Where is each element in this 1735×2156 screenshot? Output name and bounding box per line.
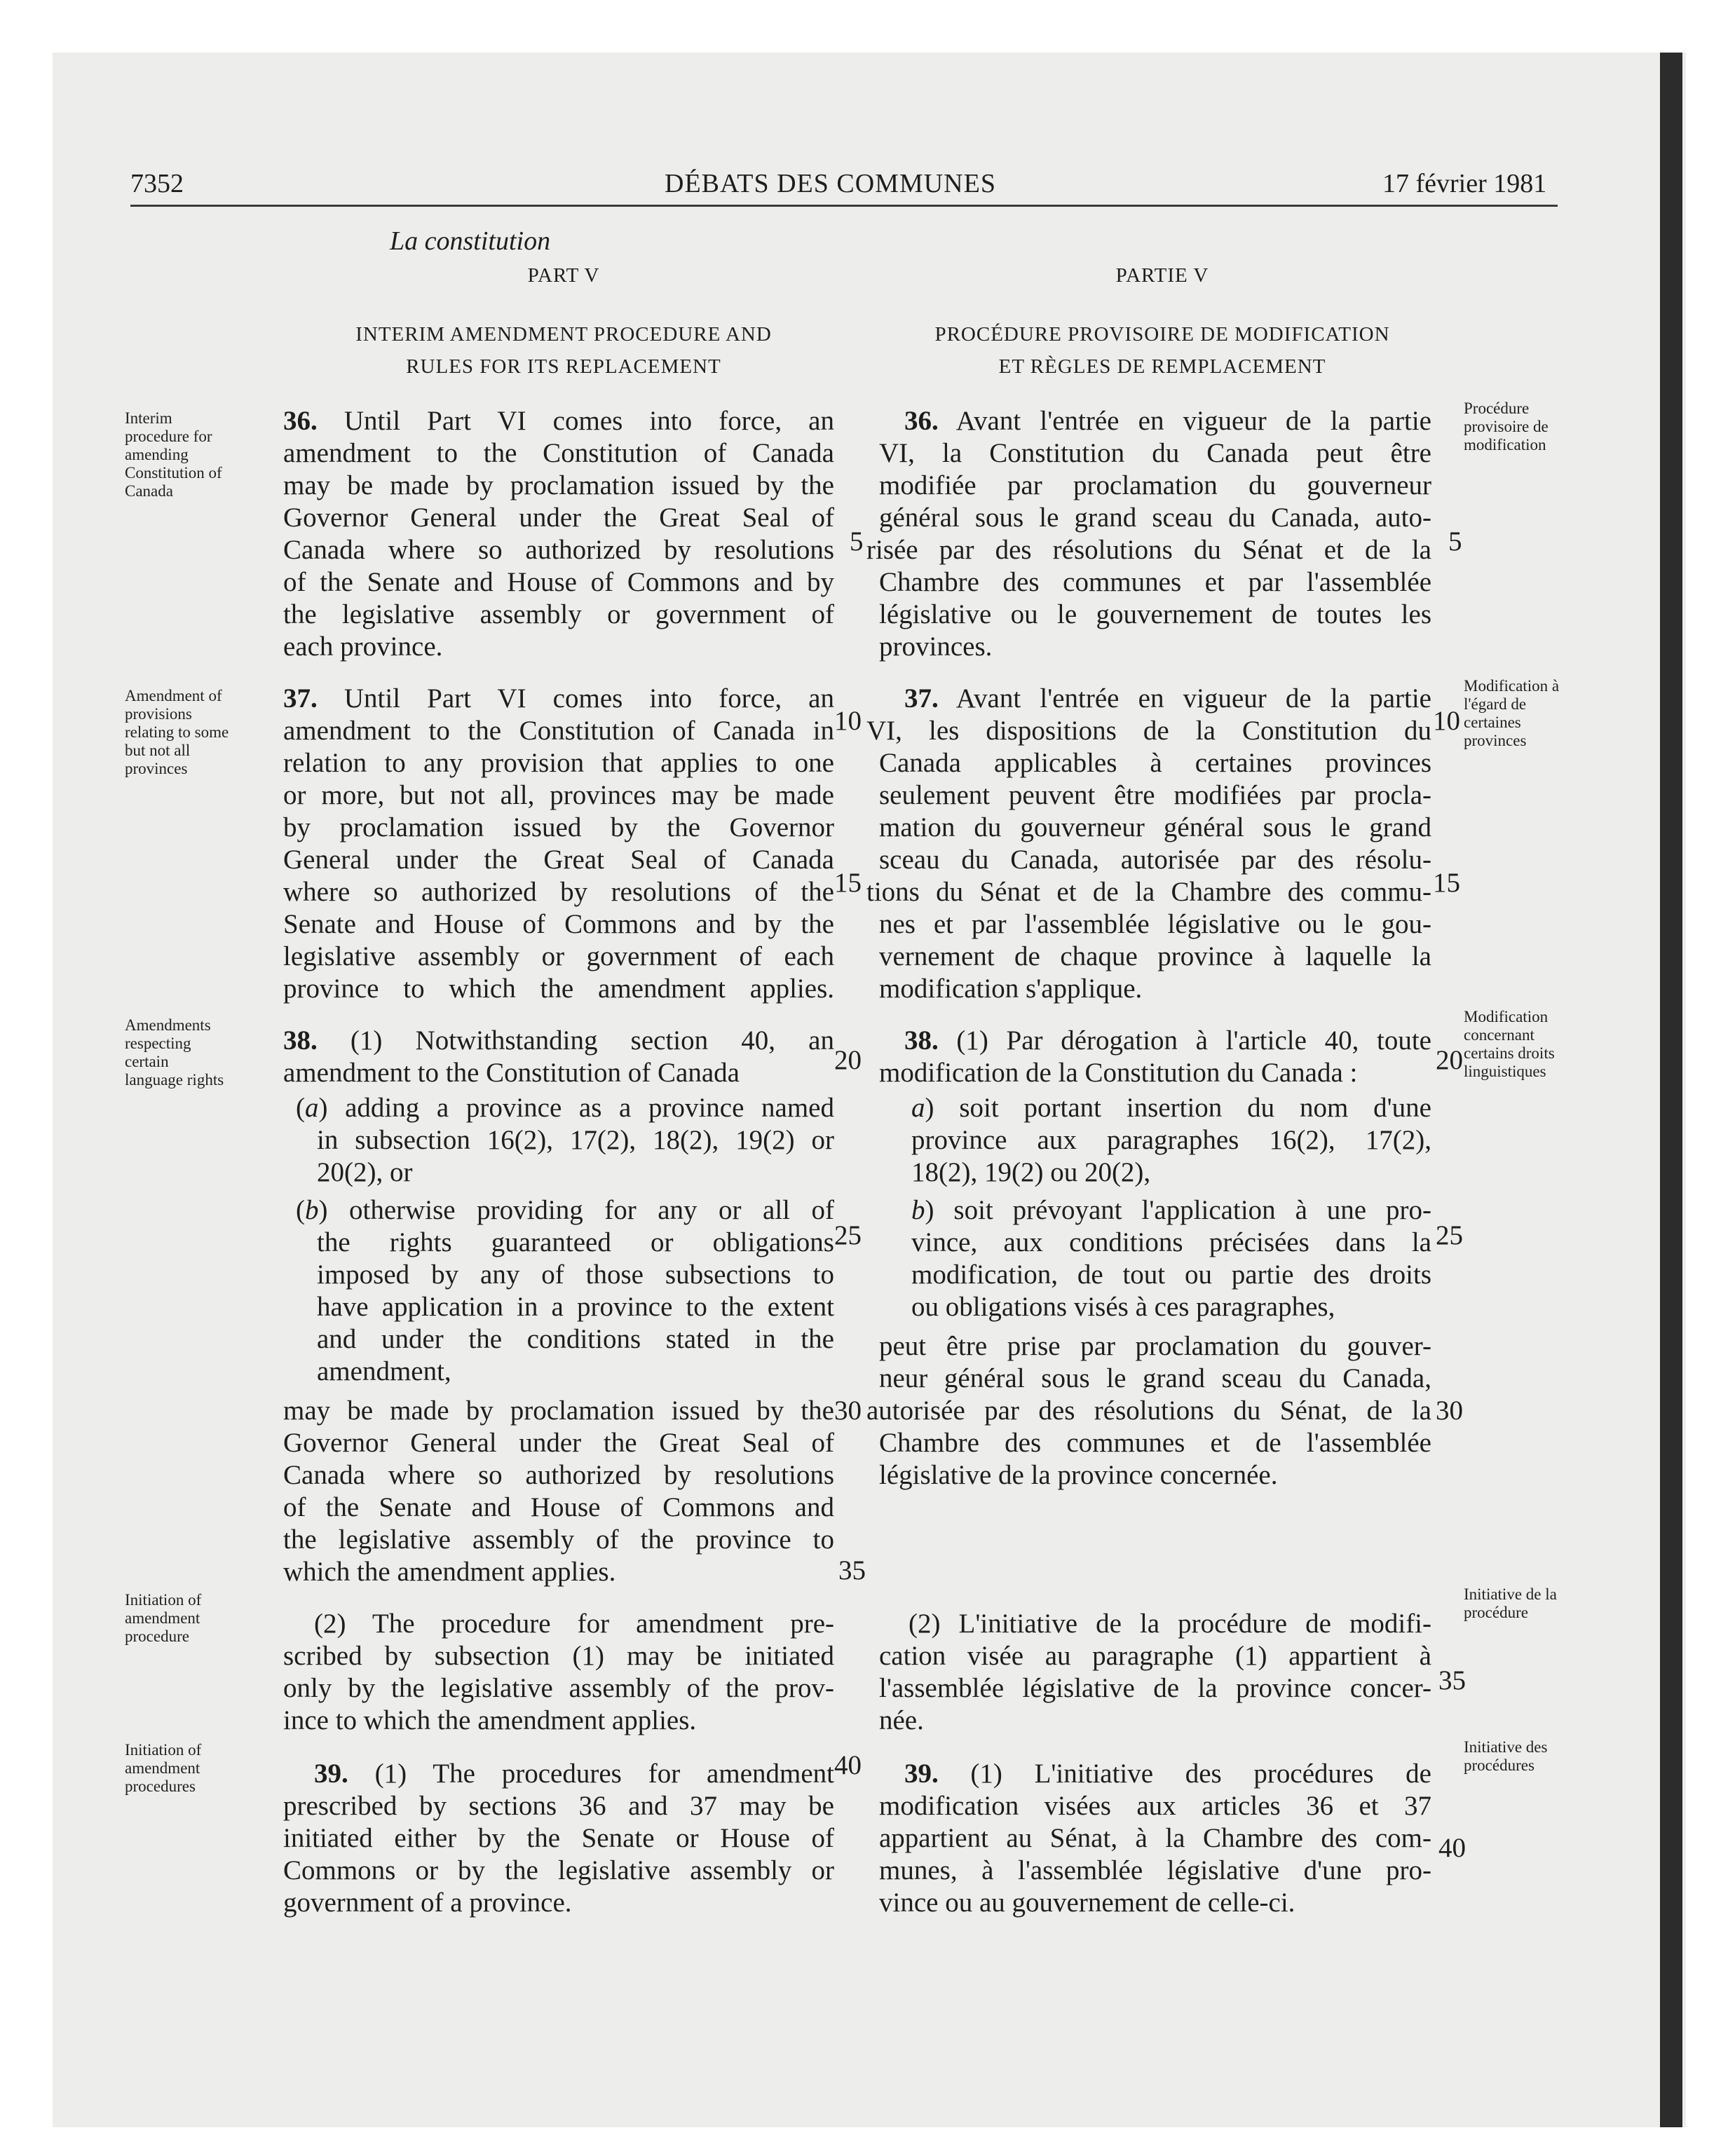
- line-number: 15: [834, 868, 862, 898]
- fr-s37-line: sceau du Canada, autorisée par des résolu-: [879, 845, 1431, 875]
- margin-note-left: Initiation of: [125, 1591, 202, 1609]
- en-s37-line: amendment to the Constitution of Canada in: [283, 716, 834, 746]
- margin-note-right: Modification: [1464, 1008, 1549, 1025]
- margin-note-right: certaines: [1464, 714, 1521, 731]
- fr-s38-line: ou obligations visés à ces paragraphes,: [911, 1292, 1335, 1322]
- en-s38-line: which the amendment applies.: [283, 1557, 616, 1587]
- line-number: 25: [834, 1220, 862, 1250]
- journal-title: DÉBATS DES COMMUNES: [665, 169, 996, 198]
- en-s37-line: by proclamation issued by the Governor: [283, 812, 834, 842]
- margin-note-left: language rights: [125, 1071, 224, 1089]
- margin-note-left: Constitution of: [125, 464, 222, 482]
- line-number: 15: [1433, 868, 1460, 898]
- fr-s38-line: province aux paragraphes 16(2), 17(2),: [911, 1125, 1431, 1155]
- en-s38-line: 38. (1) Notwithstanding section 40, an: [283, 1025, 834, 1056]
- margin-note-left: procedure for: [125, 428, 212, 445]
- fr-s38-line: modification de la Constitution du Canada :: [879, 1058, 1358, 1088]
- section-number: 36.: [904, 406, 939, 436]
- margin-note-right: linguistiques: [1464, 1063, 1546, 1080]
- fr-s37-line: VI, les dispositions de la Constitution du: [866, 716, 1431, 746]
- page-number: 7352: [130, 169, 184, 198]
- en-s36-line: of the Senate and House of Commons and by: [283, 567, 834, 597]
- fr-s39-line: 39. (1) L'initiative des procédures de: [904, 1759, 1431, 1789]
- part-heading-fr-2: ET RÈGLES DE REMPLACEMENT: [998, 355, 1326, 378]
- fr-s38-line: vince, aux conditions précisées dans la: [911, 1227, 1431, 1257]
- line-number: 40: [834, 1750, 862, 1780]
- en-s37-line: province to which the amendment applies.: [283, 974, 834, 1004]
- margin-note-right: concernant: [1464, 1026, 1535, 1044]
- en-s36-line: the legislative assembly or government of: [283, 599, 834, 629]
- en-s36-line: amendment to the Constitution of Canada: [283, 438, 834, 468]
- margin-note-left: Initiation of: [125, 1741, 202, 1759]
- en-s39-line: 39. (1) The procedures for amendment: [314, 1759, 834, 1789]
- margin-note-left: procedures: [125, 1778, 196, 1795]
- fr-s36-line: législative ou le gouvernement de toutes les: [879, 599, 1431, 629]
- margin-note-left: provinces: [125, 760, 188, 777]
- fr-s36-line: 36. Avant l'entrée en vigueur de la partie: [904, 406, 1431, 436]
- en-s38-line: Governor General under the Great Seal of: [283, 1428, 834, 1458]
- fr-s38-line: neur général sous le grand sceau du Canada,: [879, 1363, 1431, 1393]
- section-number: 38.: [904, 1025, 939, 1056]
- en-s38-line: the legislative assembly of the province to: [283, 1524, 834, 1555]
- fr-s37-line: 37. Avant l'entrée en vigueur de la partie: [904, 683, 1431, 714]
- line-number: 10: [834, 706, 862, 736]
- en-s38-line: imposed by any of those subsections to: [317, 1260, 834, 1290]
- margin-note-right: procédures: [1464, 1756, 1535, 1774]
- section-number: 39.: [904, 1759, 939, 1789]
- fr-s38-2-line: (2) L'initiative de la procédure de modifi-: [909, 1609, 1431, 1639]
- fr-s36-line: Chambre des communes et par l'assemblée: [879, 567, 1431, 597]
- en-s37-line: relation to any provision that applies to one: [283, 748, 834, 778]
- en-s38-line: (b) otherwise providing for any or all of: [296, 1195, 834, 1225]
- part-label-fr: PARTIE V: [1115, 264, 1209, 287]
- fr-s38-line: 38. (1) Par dérogation à l'article 40, toute: [904, 1025, 1431, 1056]
- margin-note-left: amending: [125, 446, 189, 463]
- margin-note-right: Initiative de la: [1464, 1585, 1557, 1603]
- margin-note-left: amendment: [125, 1759, 200, 1777]
- en-s38-line: may be made by proclamation issued by the: [283, 1396, 834, 1426]
- part-label-en: PART V: [527, 264, 600, 287]
- section-number: 37.: [904, 683, 939, 714]
- fr-s37-line: Canada applicables à certaines provinces: [879, 748, 1431, 778]
- margin-note-left: respecting: [125, 1035, 191, 1052]
- margin-note-left: provisions: [125, 705, 192, 723]
- fr-s38-line: modification, de tout ou partie des droits: [911, 1260, 1431, 1290]
- line-number: 35: [1438, 1665, 1466, 1696]
- fr-s38-line: autorisée par des résolutions du Sénat, de la: [866, 1396, 1431, 1426]
- fr-s38-line: Chambre des communes et de l'assemblée: [879, 1428, 1431, 1458]
- part-heading-en-2: RULES FOR ITS REPLACEMENT: [406, 355, 721, 378]
- en-s37-line: Senate and House of Commons and by the: [283, 909, 834, 939]
- fr-s36-line: général sous le grand sceau du Canada, auto-: [879, 503, 1431, 533]
- en-s36-line: each province.: [283, 632, 443, 662]
- fr-s38-line: peut être prise par proclamation du gouver-: [879, 1331, 1431, 1361]
- line-number: 20: [834, 1045, 862, 1075]
- en-s37-line: where so authorized by resolutions of the: [283, 877, 834, 907]
- margin-note-left: Interim: [125, 409, 172, 427]
- en-s37-line: legislative assembly or government of each: [283, 941, 834, 971]
- fr-s39-line: appartient au Sénat, à la Chambre des com-: [879, 1823, 1431, 1853]
- fr-s37-line: nes et par l'assemblée législative ou le gou-: [879, 909, 1431, 939]
- scan-edge-bar: [1660, 53, 1682, 2127]
- line-number: 30: [834, 1396, 862, 1426]
- line-number: 35: [838, 1555, 866, 1585]
- margin-note-left: Canada: [125, 482, 173, 500]
- en-s36-line: may be made by proclamation issued by the: [283, 470, 834, 500]
- fr-s38-2-line: cation visée au paragraphe (1) appartient à: [879, 1641, 1431, 1671]
- en-s38-line: 20(2), or: [317, 1157, 413, 1187]
- en-s38-2-line: (2) The procedure for amendment pre-: [314, 1609, 834, 1639]
- section-number: 37.: [283, 683, 318, 714]
- en-s38-line: of the Senate and House of Commons and: [283, 1492, 834, 1522]
- fr-s37-line: mation du gouverneur général sous le grand: [879, 812, 1431, 842]
- en-s37-line: 37. Until Part VI comes into force, an: [283, 683, 834, 714]
- line-number: 20: [1436, 1045, 1463, 1075]
- fr-s39-line: munes, à l'assemblée législative d'une pro-: [879, 1855, 1431, 1885]
- fr-s37-line: seulement peuvent être modifiées par procla-: [879, 780, 1431, 810]
- en-s38-line: Canada where so authorized by resolutions: [283, 1460, 834, 1490]
- margin-note-right: certains droits: [1464, 1044, 1555, 1062]
- fr-s38-2-line: l'assemblée législative de la province concer-: [879, 1673, 1431, 1703]
- en-s38-line: the rights guaranteed or obligations: [317, 1227, 834, 1257]
- fr-s37-line: vernement de chaque province à laquelle la: [879, 941, 1431, 971]
- section-number: 38.: [283, 1025, 318, 1056]
- line-number: 25: [1436, 1220, 1463, 1250]
- fr-s37-line: tions du Sénat et de la Chambre des commu-: [866, 877, 1431, 907]
- en-s38-2-line: ince to which the amendment applies.: [283, 1705, 697, 1735]
- en-s38-line: have application in a province to the extent: [317, 1292, 834, 1322]
- fr-s39-line: modification visées aux articles 36 et 37: [879, 1791, 1431, 1821]
- fr-s37-line: modification s'applique.: [879, 974, 1143, 1004]
- header-rule: [130, 205, 1558, 207]
- margin-note-right: l'égard de: [1464, 695, 1527, 713]
- fr-s38-line: a) soit portant insertion du nom d'une: [911, 1093, 1431, 1123]
- en-s36-line: 36. Until Part VI comes into force, an: [283, 406, 834, 436]
- en-s38-line: and under the conditions stated in the: [317, 1324, 834, 1354]
- line-number: 10: [1433, 706, 1460, 736]
- part-heading-fr-1: PROCÉDURE PROVISOIRE DE MODIFICATION: [934, 323, 1390, 346]
- margin-note-right: provinces: [1464, 732, 1527, 749]
- fr-s38-line: législative de la province concernée.: [879, 1460, 1278, 1490]
- line-number: 40: [1438, 1833, 1466, 1863]
- fr-s38-line: 18(2), 19(2) ou 20(2),: [911, 1157, 1151, 1187]
- margin-note-left: amendment: [125, 1609, 200, 1627]
- en-s38-2-line: only by the legislative assembly of the prov-: [283, 1673, 834, 1703]
- margin-note-left: relating to some: [125, 723, 229, 741]
- en-s39-line: government of a province.: [283, 1888, 572, 1918]
- fr-s36-line: modifiée par proclamation du gouverneur: [879, 470, 1431, 500]
- line-number: 5: [1448, 526, 1462, 557]
- margin-note-right: Procédure: [1464, 400, 1530, 417]
- margin-note-right: Modification à: [1464, 677, 1560, 695]
- fr-s38-2-line: née.: [879, 1705, 924, 1735]
- en-s37-line: General under the Great Seal of Canada: [283, 845, 834, 875]
- en-s38-line: amendment,: [317, 1356, 451, 1386]
- en-s39-line: initiated either by the Senate or House of: [283, 1823, 834, 1853]
- margin-note-right: procédure: [1464, 1604, 1528, 1621]
- part-heading-en-1: INTERIM AMENDMENT PROCEDURE AND: [355, 323, 772, 346]
- en-s36-line: Governor General under the Great Seal of: [283, 503, 834, 533]
- section-number: 39.: [314, 1759, 348, 1789]
- page-date: 17 février 1981: [1382, 169, 1547, 198]
- en-s36-line: Canada where so authorized by resolutions: [283, 535, 834, 565]
- margin-note-left: but not all: [125, 742, 191, 759]
- margin-note-left: Amendments: [125, 1016, 211, 1034]
- margin-note-right: provisoire de: [1464, 418, 1549, 435]
- en-s39-line: Commons or by the legislative assembly or: [283, 1855, 834, 1885]
- section-number: 36.: [283, 406, 318, 436]
- en-s38-line: (a) adding a province as a province named: [296, 1093, 834, 1123]
- margin-note-left: certain: [125, 1053, 169, 1070]
- section-title: La constitution: [390, 226, 551, 256]
- en-s38-2-line: scribed by subsection (1) may be initiated: [283, 1641, 834, 1671]
- en-s37-line: or more, but not all, provinces may be made: [283, 780, 834, 810]
- fr-s39-line: vince ou au gouvernement de celle-ci.: [879, 1888, 1295, 1918]
- en-s39-line: prescribed by sections 36 and 37 may be: [283, 1791, 834, 1821]
- en-s38-line: in subsection 16(2), 17(2), 18(2), 19(2) or: [317, 1125, 834, 1155]
- margin-note-left: Amendment of: [125, 687, 222, 704]
- fr-s36-line: VI, la Constitution du Canada peut être: [879, 438, 1431, 468]
- fr-s36-line: provinces.: [879, 632, 993, 662]
- line-number: 30: [1436, 1396, 1463, 1426]
- en-s38-line: amendment to the Constitution of Canada: [283, 1058, 740, 1088]
- line-number: 5: [850, 526, 864, 557]
- fr-s38-line: b) soit prévoyant l'application à une pro-: [911, 1195, 1431, 1225]
- margin-note-right: Initiative des: [1464, 1738, 1548, 1756]
- fr-s36-line: risée par des résolutions du Sénat et de la: [866, 535, 1431, 565]
- margin-note-right: modification: [1464, 436, 1546, 453]
- margin-note-left: procedure: [125, 1628, 189, 1645]
